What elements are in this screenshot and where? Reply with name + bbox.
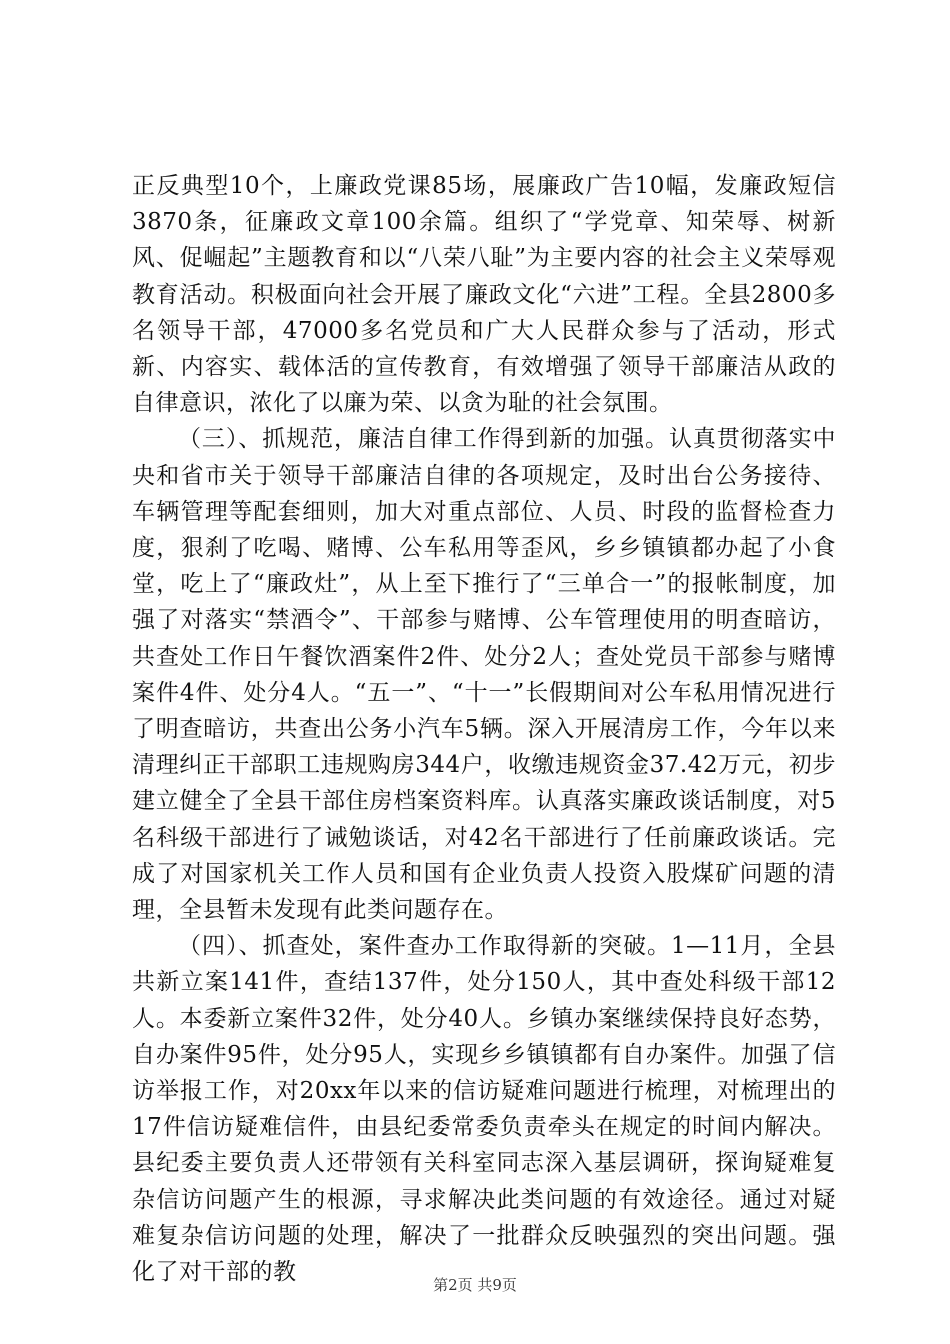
page-footer <box>0 1274 950 1295</box>
paragraph-2: （三）、抓规范，廉洁自律工作得到新的加强。认真贯彻落实中央和省市关于领导干部廉洁自律的各项规定，及时出台公务接待、车辆管理等配套细则，加大对重点部位、人员、时段的监督检查力度，狠刹了吃喝、赌博、公车私用等歪风，乡乡镇镇都办起了小食堂，吃上了“廉政灶”，从上至下推行了“三单合一”的报帐制度，加强了对落实“禁酒令”、干部参与赌博、公车管理使用的明查暗访，共查处工作日午餐饮酒案件2件、处分2人；查处党员干部参与赌博案件4件、处分4人。“五一”、“十一”长假期间对公车私用情况进行了明查暗访，共查出公务小汽车5辆。深入开展清房工作，今年以来清理纠正干部职工违规购房344户，收缴违规资金37.42万元，初步建立健全了全县干部住房档案资料库。认真落实廉政谈话制度，对5名科级干部进行了诫勉谈话，对42名干部进行了任前廉政谈话。完成了对国家机关工作人员和国有企业负责人投资入股煤矿问题的清理，全县暂未发现有此类问题存在。 <box>132 426 836 924</box>
paragraph-1: 正反典型10个，上廉政党课85场，展廉政广告10幅，发廉政短信3870条，征廉政文章100余篇。组织了“学党章、知荣辱、树新风、促崛起”主题教育和以“八荣八耻”为主要内容的社会主义荣辱观教育活动。积极面向社会开展了廉政文化“六进”工程。全县2800多名领导干部，47000多名党员和广大人民群众参与了活动，形式新、内容实、载体活的宣传教育，有效增强了领导干部廉洁从政的自律意识，浓化了以廉为荣、以贪为耻的社会氛围。 <box>132 173 836 417</box>
document-body <box>132 168 836 1290</box>
paragraph-3: （四）、抓查处，案件查办工作取得新的突破。1—11月，全县共新立案141件，查结137件，处分150人，其中查处科级干部12人。本委新立案件32件，处分40人。乡镇办案继续保持良好态势，自办案件95件，处分95人，实现乡乡镇镇都有自办案件。加强了信访举报工作，对20xx年以来的信访疑难问题进行梳理，对梳理出的17件信访疑难信件，由县纪委常委负责牵头在规定的时间内解决。县纪委主要负责人还带领有关科室同志深入基层调研，探询疑难复杂信访问题产生的根源，寻求解决此类问题的有效途径。通过对疑难复杂信访问题的处理，解决了一批群众反映强烈的突出问题。强化了对干部的教 <box>132 933 836 1286</box>
page-number: 第2页 共9页 <box>433 1276 517 1294</box>
